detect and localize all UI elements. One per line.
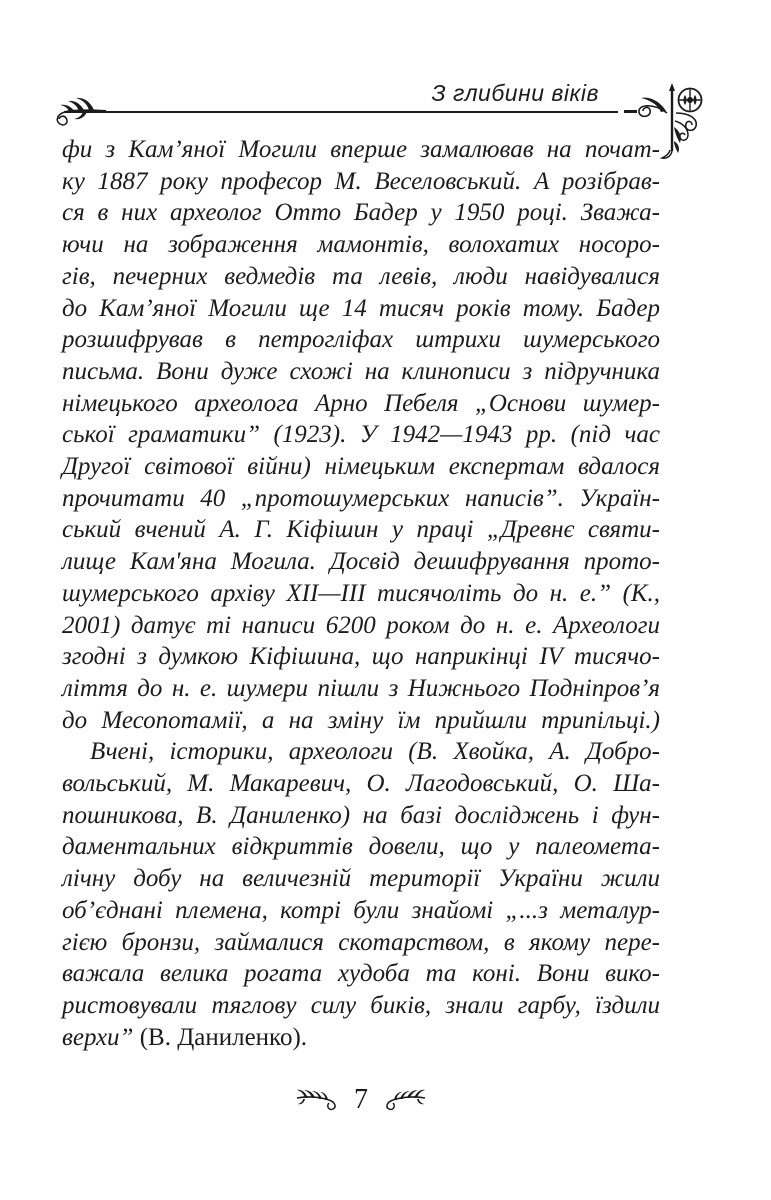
leaf-spray-right-icon (384, 1088, 426, 1112)
text-line: прочитати 40 „протошумерських написів”. Україн- (62, 484, 660, 512)
text-line: ліття до н. е. шумери пішли з Нижнього Подніпров’я (62, 674, 660, 702)
text-line: лічну добу на величезній території України жили (62, 865, 660, 893)
text-line: ючи на зображення мамонтів, волохатих носоро- (62, 231, 660, 259)
text-line: Вчені, історики, археологи (В. Хвойка, А. Добро- (90, 738, 660, 766)
text-line: лище Кам'яна Могила. Досвід дешифрування прото- (62, 548, 660, 576)
page-number: 7 (354, 1084, 368, 1115)
paragraph (62, 736, 660, 1053)
text-line: ку 1887 року професор М. Веселовський. А розібрав- (62, 167, 660, 195)
text-segment: верхи” (62, 1023, 140, 1051)
text-line: шумерського архіву XII—III тисячоліть до н. е.” (К., (62, 579, 660, 607)
text-line: згодні з думкою Кіфішина, що наприкінці IV тисячо- (62, 643, 660, 671)
text-line: вольський, М. Макаревич, О. Лагодовський, О. Ша- (62, 770, 660, 798)
text-line: фи з Кам’яної Могили вперше замалював на почат- (62, 136, 660, 163)
paragraph (62, 134, 660, 736)
header-rule (64, 111, 618, 113)
text-line: важала велика рогата худоба та коні. Вони вико- (62, 960, 660, 988)
leaf-spray-left-icon (296, 1088, 338, 1112)
text-line: гів, печерних ведмедів та левів, люди навідувалися (62, 262, 660, 290)
page-footer (62, 1086, 660, 1114)
text-line: гією бронзи, займалися скотарством, в якому пере- (62, 928, 660, 956)
text-line: ристовували тяглову силу биків, знали гарбу, їздили (62, 991, 660, 1019)
text-segment: (В. Даниленко). (139, 1023, 308, 1051)
text-line: письма. Вони дуже схожі на клинописи з підручника (62, 357, 660, 385)
text-line (62, 1022, 660, 1054)
running-title: З глибини віків (431, 80, 599, 106)
text-line: Другої світової війни) німецьким експертам вдалося (62, 453, 660, 481)
body-text (62, 134, 660, 1053)
text-line: ської граматики” (1923). У 1942—1943 рр. (під час (62, 421, 660, 449)
text-line: розшифрував в петрогліфах штрихи шумерського (62, 326, 660, 354)
text-line: до Кам’яної Могили ще 14 тисяч років тому. Бадер (62, 294, 660, 322)
text-line: пошникова, В. Даниленко) на базі досліджень і фун- (62, 801, 660, 829)
text-line: ський вчений А. Г. Кіфішин у праці „Древнє святи- (62, 516, 660, 544)
text-line: даментальних відкриттів довели, що у палеомета- (62, 833, 660, 861)
vine-flourish-icon (54, 95, 106, 133)
text-line: німецького археолога Арно Пебеля „Основи шумер- (62, 389, 660, 417)
text-line: ся в них археолог Отто Бадер у 1950 році. Зважа- (62, 199, 660, 227)
text-line: до Месопотамії, а на зміну їм прийшли трипільці.) (62, 706, 660, 734)
text-line: 2001) датує ті написи 6200 роком до н. е. Археологи (62, 611, 660, 639)
text-line: об’єднані племена, котрі були знайомі „...з металур- (62, 896, 660, 924)
